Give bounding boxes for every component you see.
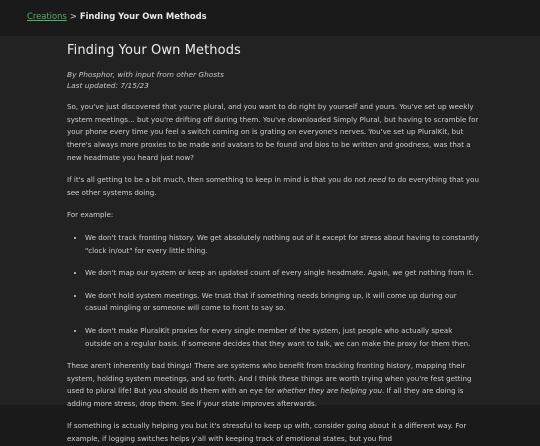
breadcrumb-link-creations[interactable]: Creations [27, 11, 67, 21]
advice-text-a: If it's all getting to be a bit much, then something to keep in mind is that you do not [67, 175, 368, 184]
list-item: • We don't hold system meetings. We trust that if something needs bringing up, it will come up during our casual mingling or someone will come to front to say so. [85, 290, 479, 315]
intro-paragraph: So, you've just discovered that you're plural, and you want to do right by yourself and yours. You've set up weekly system meetings... but you're drifting off during them. You've downloaded Simply Plural, but having to scramble for your phone every time you feel a switch coming on is grating on everyone's nerves. You've set up PluralKit, but there's always more proxies to be made and avatars to be found and bios to be written and goodness, was that a new headmate you heard just now? [67, 101, 479, 164]
last-updated: Last updated: 7/15/23 [67, 81, 479, 92]
caveat-paragraph [67, 360, 479, 410]
caveat-text-a: These aren't inherently bad things! There are systems who benefit from tracking fronting history, mapping their system, holding system meetings, and so forth. And I think these things are worth trying when you're fest getting used to plural life! But you should do them with an eye for [67, 361, 472, 395]
byline [67, 70, 479, 91]
caveat-text-b: . If all they are doing is adding more stress, drop them. See if your state improves afterwards. [67, 386, 464, 408]
alternative-paragraph: If something is actually helping you but it's stressful to keep up with, consider going about it a different way. For example, if logging switches helps y'all with keeping track of emotional states, but you find [67, 420, 479, 445]
breadcrumb-current: Finding Your Own Methods [80, 11, 207, 21]
article [0, 36, 540, 405]
list-item: • We don't make PluralKit proxies for every single member of the system, just people who actually speak outside on a regular basis. If someone decides that they want to talk, we can make the proxy for them then. [85, 325, 479, 350]
example-lead: For example: [67, 209, 479, 222]
author-line: By Phosphor, with input from other Ghosts [67, 70, 479, 81]
breadcrumb-separator: > [70, 11, 77, 21]
advice-paragraph [67, 174, 479, 199]
list-item: • We don't map our system or keep an updated count of every single headmate. Again, we get nothing from it. [85, 267, 479, 280]
advice-text-b: to do everything that you see other systems doing. [67, 175, 479, 197]
example-list [67, 232, 479, 350]
breadcrumb [0, 0, 540, 36]
list-item: • We don't track fronting history. We get absolutely nothing out of it except for stress about having to constantly "clock in/out" for every little thing. [85, 232, 479, 257]
page-title: Finding Your Own Methods [67, 41, 479, 58]
advice-emphasis: need [368, 175, 386, 184]
caveat-emphasis: whether they are helping you [277, 386, 382, 395]
